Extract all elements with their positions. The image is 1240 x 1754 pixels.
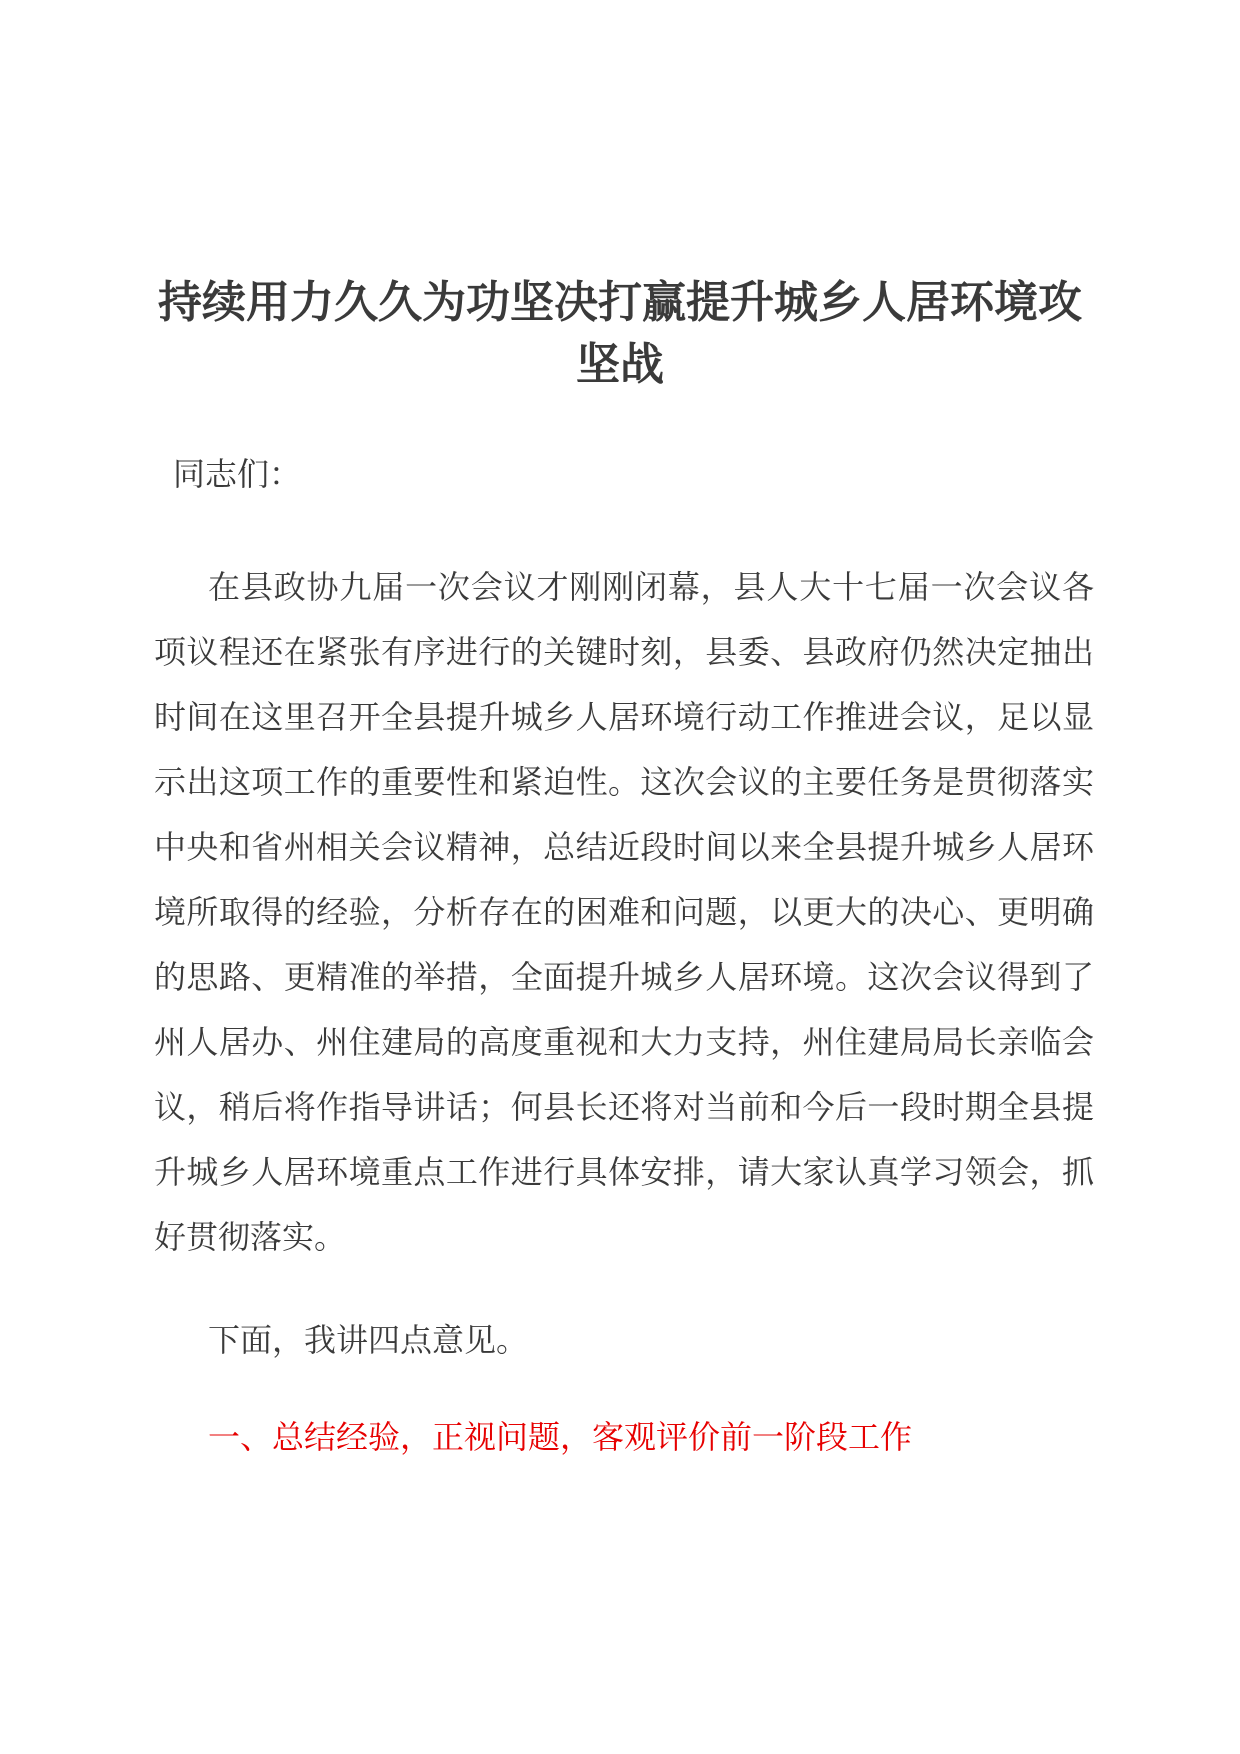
body-paragraph-2: 下面，我讲四点意见。 [208, 1321, 529, 1359]
body-paragraph-1: 在县政协九届一次会议才刚刚闭幕，县人大十七届一次会议各项议程还在紧张有序进行的关键时刻，县委、县政府仍然决定抽出时间在这里召开全县提升城乡人居环境行动工作推进会议，足以显示出这项工作的重要性和紧迫性。这次会议的主要任务是贯彻落实中央和省州相关会议精神，总结近段时间以来全县提升城乡人居环境所取得的经验，分析存在的困难和问题，以更大的决心、更明确的思路、更精准的举措，全面提升城乡人居环境。这次会议得到了州人居办、州住建局的高度重视和大力支持，州住建局局长亲临会议，稍后将作指导讲话；何县长还将对当前和今后一段时期全县提升城乡人居环境重点工作进行具体安排，请大家认真学习领会，抓好贯彻落实。 [154, 568, 1094, 1256]
salutation: 同志们： [173, 455, 302, 493]
section-heading-1: 一、总结经验，正视问题，客观评价前一阶段工作 [208, 1418, 913, 1456]
document-title: 持续用力久久为功坚决打赢提升城乡人居环境攻坚战 [158, 277, 1082, 390]
